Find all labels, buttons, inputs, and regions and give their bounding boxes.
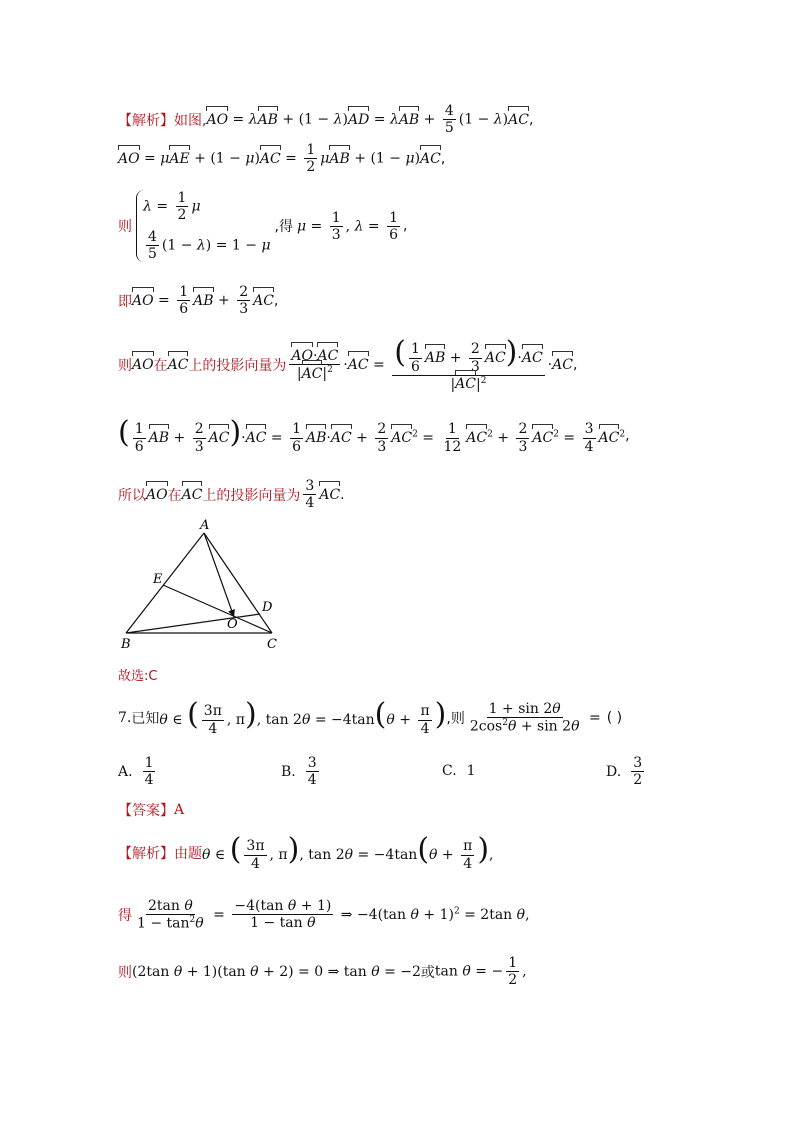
line7-mid2: 上的投影向量为 bbox=[202, 487, 301, 504]
line5-mid2: 上的投影向量为 bbox=[188, 358, 287, 375]
solution-line-7: 所以 AO 在 AC 上的投影向量为 $\frac{3}{4}$ AC . bbox=[118, 478, 345, 512]
equation-1: AO = λAB + (1 − λ)AD = λAB + $\frac{4}{5}$ (1 − λ)AC bbox=[206, 103, 529, 137]
option-c: C. 1 bbox=[442, 763, 476, 779]
solution-line-4 bbox=[118, 284, 278, 317]
line4-end: , bbox=[273, 292, 279, 309]
line3-prefix: 则 bbox=[118, 219, 132, 236]
solution-line-6 bbox=[118, 415, 630, 455]
line1-prefix: 如图, bbox=[174, 112, 207, 129]
line5-mid1: 在 bbox=[153, 358, 168, 375]
equation-system: λ = $\frac{1}{2}$ μ $\frac{4}{5}$ (1 − λ) = 1 − μ bbox=[136, 190, 271, 262]
solution-line-2 bbox=[118, 142, 445, 175]
solution7-line-2: 得 $\frac{\text{2tan θ}}{1 - \tan^2\theta}$ = $\frac{\text{−4(tan θ + 1)}}{\text{1 − tan θ}}$ ⇒ −4(tan θ + 1)$^2$ = 2tan θ, bbox=[118, 898, 530, 932]
line6-end: , bbox=[625, 428, 630, 445]
line3-end: , bbox=[403, 218, 408, 235]
question-number: 7. bbox=[118, 710, 132, 727]
option-b: B. $\frac{3}{4}$ bbox=[281, 755, 317, 789]
line2-end: , bbox=[440, 150, 446, 167]
answer-line bbox=[118, 800, 184, 820]
line4-prefix: 即 bbox=[118, 293, 132, 310]
final-choice: 故选:C bbox=[118, 669, 158, 684]
line5-prefix: 则 bbox=[118, 358, 132, 375]
solution7-prefix: 由题 bbox=[174, 846, 202, 863]
equation-4: AO = $\frac{1}{6}$ AB + $\frac{2}{3}$ AC bbox=[132, 284, 274, 318]
question-mid: ,则 bbox=[446, 711, 465, 728]
solution7-line-1: 【解析】 由题 θ ∈ ( $\frac{3\pi}{4}$ , π), tan 2θ = −4tan(θ + $\frac{\pi}{4}$ ), bbox=[118, 832, 494, 872]
question-prefix: 已知 bbox=[131, 711, 160, 728]
label-d: D bbox=[262, 600, 273, 615]
question-7 bbox=[118, 697, 623, 737]
equation-6: ( $\frac{1}{6}$ AB + $\frac{2}{3}$ AC)·AC = $\frac{1}{6}$ AB·AC + $\frac{2}{3}$ $AC^2$ = $\frac{1}{12}$ $AC^2$ + $\frac{2}{3}$ $AC^2$ = $\frac{3}{4}$ $AC^2$ bbox=[118, 415, 626, 455]
option-a: A. $\frac{1}{4}$ bbox=[118, 755, 154, 789]
solution-line-1 bbox=[118, 103, 533, 136]
side-ab bbox=[126, 533, 204, 633]
label-e: E bbox=[153, 572, 163, 587]
or-word: 或 bbox=[420, 964, 435, 981]
line1-end: , bbox=[528, 111, 534, 128]
equation-2: AO = μAE + (1 − μ)AC = $\frac{1}{2}$ μAB + (1 − μ)AC bbox=[118, 142, 441, 176]
question-expression: $\frac{1 + \sin 2\theta}{2\cos^2\theta + \sin 2\theta}$ = bbox=[469, 701, 601, 736]
equation-5: $\frac{AO\cdot AC}{|AC|^2}$ ·AC = ( $\frac{1}{6}$ AB + $\frac{2}{3}$ AC)·AC $|AC|^2$ ·AC bbox=[291, 335, 573, 393]
analysis-label: 【解析】 bbox=[118, 112, 174, 129]
line7-prefix: 所以 bbox=[118, 487, 146, 504]
label-b: B bbox=[121, 637, 131, 652]
solution7-line-3: 则 (2tan θ + 1)(tan θ + 2) = 0 ⇒ tan θ = −2 或 tan θ = − $\frac{1}{2}$ , bbox=[118, 955, 527, 989]
label-o: O bbox=[227, 617, 238, 632]
label-a: A bbox=[200, 518, 210, 533]
line5-end: , bbox=[572, 357, 578, 374]
line7-end: . bbox=[340, 486, 345, 503]
line7-mid1: 在 bbox=[167, 487, 182, 504]
question-condition: θ ∈ ( $\frac{3\pi}{4}$ , π), tan 2θ = −4tan(θ + $\frac{\pi}{4}$ ) bbox=[159, 697, 447, 737]
analysis-label-2: 【解析】 bbox=[118, 846, 174, 863]
answer-value: A bbox=[174, 802, 185, 818]
solution-line-3: 则 λ = $\frac{1}{2}$ μ $\frac{4}{5}$ (1 − λ) = 1 − μ ,得 μ = $\frac{1}{3}$ , λ = $\frac{1}{6}$ , bbox=[118, 190, 408, 263]
solution7-line2-prefix: 得 bbox=[118, 907, 132, 924]
label-c: C bbox=[267, 637, 277, 652]
option-d: D. $\frac{3}{2}$ bbox=[606, 755, 643, 789]
line3-mid: ,得 bbox=[274, 219, 293, 236]
segment-bd bbox=[126, 614, 260, 633]
triangle-figure bbox=[110, 515, 300, 655]
question-blank: ( ) bbox=[606, 710, 623, 727]
solution-line-5: 则 AO 在 AC 上的投影向量为 $\frac{AO\cdot AC}{|AC|^2}$ ·AC = ( $\frac{1}{6}$ AB + $\frac{2}{3}$ AC)·AC $|AC|^2$ ·AC , bbox=[118, 335, 578, 393]
solution7-line3-prefix: 则 bbox=[118, 964, 132, 981]
answer-label: 【答案】 bbox=[118, 803, 174, 819]
options-row bbox=[118, 755, 658, 795]
